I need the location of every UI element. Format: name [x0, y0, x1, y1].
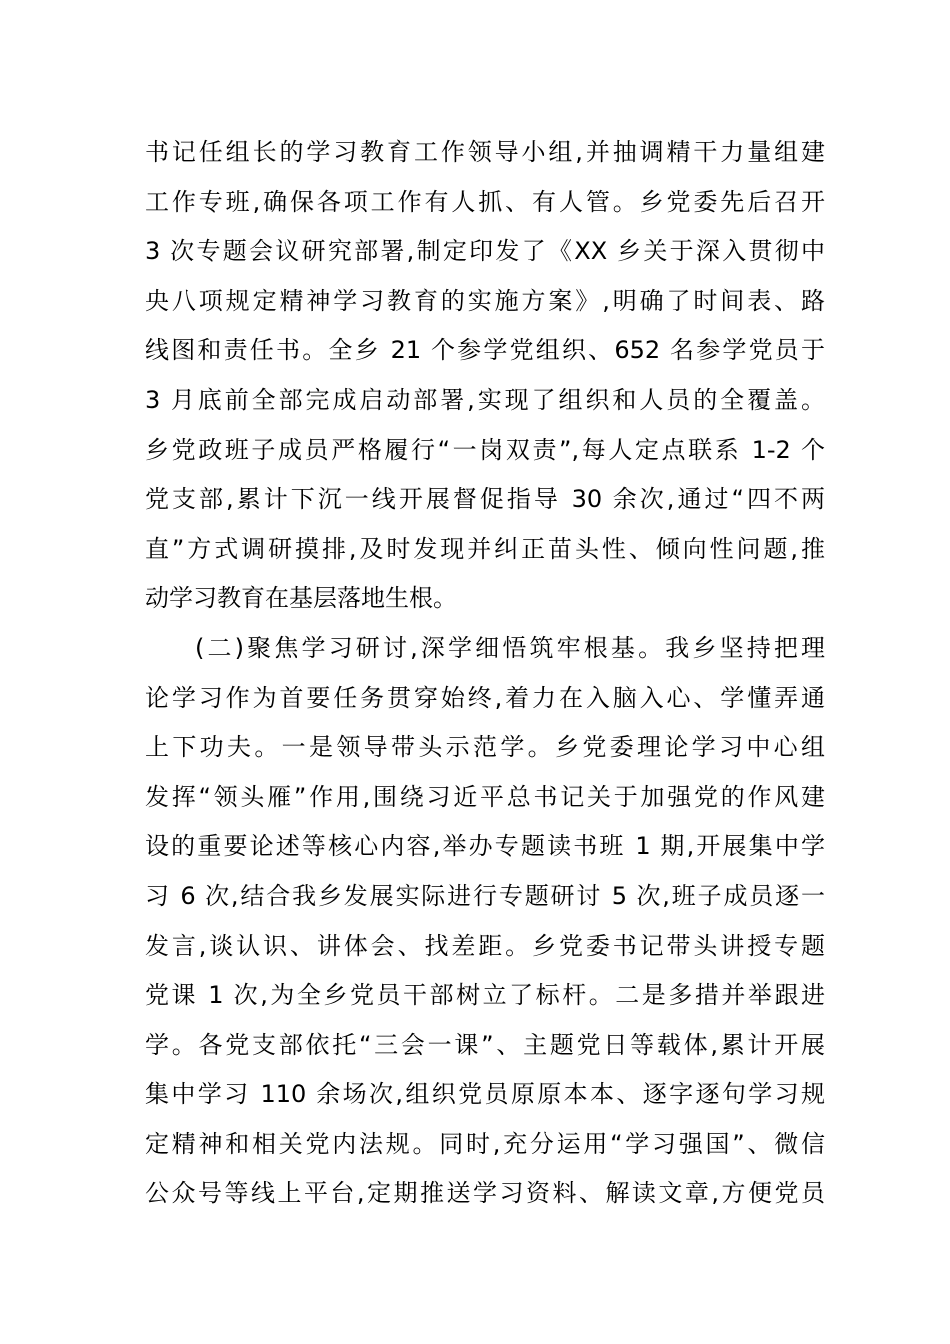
text-line: 党课 1 次,为全乡党员干部树立了标杆。二是多措并举跟进: [145, 981, 825, 1010]
text-line: 公众号等线上平台,定期推送学习资料、解读文章,方便党员: [145, 1179, 825, 1208]
text-line: 线图和责任书。全乡 21 个参学党组织、652 名参学党员于: [145, 336, 825, 365]
text-line: 学。各党支部依托“三会一课”、主题党日等载体,累计开展: [145, 1030, 825, 1059]
text-line: 工作专班,确保各项工作有人抓、有人管。乡党委先后召开: [145, 187, 825, 216]
text-line: 3 月底前全部完成启动部署,实现了组织和人员的全覆盖。: [145, 385, 825, 414]
text-line: 论学习作为首要任务贯穿始终,着力在入脑入心、学懂弄通: [145, 683, 825, 712]
text-line: 党支部,累计下沉一线开展督促指导 30 余次,通过“四不两: [145, 485, 825, 514]
text-line: 央八项规定精神学习教育的实施方案》,明确了时间表、路: [145, 286, 825, 315]
section-heading-line: (二)聚焦学习研讨,深学细悟筑牢根基。我乡坚持把理: [195, 633, 825, 662]
text-line: 乡党政班子成员严格履行“一岗双责”,每人定点联系 1-2 个: [145, 435, 825, 464]
paragraph-end-line: 动学习教育在基层落地生根。: [145, 584, 457, 613]
text-line: 定精神和相关党内法规。同时,充分运用“学习强国”、微信: [145, 1129, 825, 1158]
text-line: 上下功夫。一是领导带头示范学。乡党委理论学习中心组: [145, 733, 825, 762]
text-line: 集中学习 110 余场次,组织党员原原本本、逐字逐句学习规: [145, 1080, 825, 1109]
body-text: [145, 128, 825, 1219]
text-line: 设的重要论述等核心内容,举办专题读书班 1 期,开展集中学: [145, 832, 825, 861]
text-line: 发挥“领头雁”作用,围绕习近平总书记关于加强党的作风建: [145, 782, 825, 811]
text-line: 习 6 次,结合我乡发展实际进行专题研讨 5 次,班子成员逐一: [145, 881, 825, 910]
text-line: 3 次专题会议研究部署,制定印发了《XX 乡关于深入贯彻中: [145, 237, 825, 266]
text-line: 书记任组长的学习教育工作领导小组,并抽调精干力量组建: [145, 138, 825, 166]
text-line: 发言,谈认识、讲体会、找差距。乡党委书记带头讲授专题: [145, 931, 825, 960]
text-line: 直”方式调研摸排,及时发现并纠正苗头性、倾向性问题,推: [145, 534, 825, 563]
